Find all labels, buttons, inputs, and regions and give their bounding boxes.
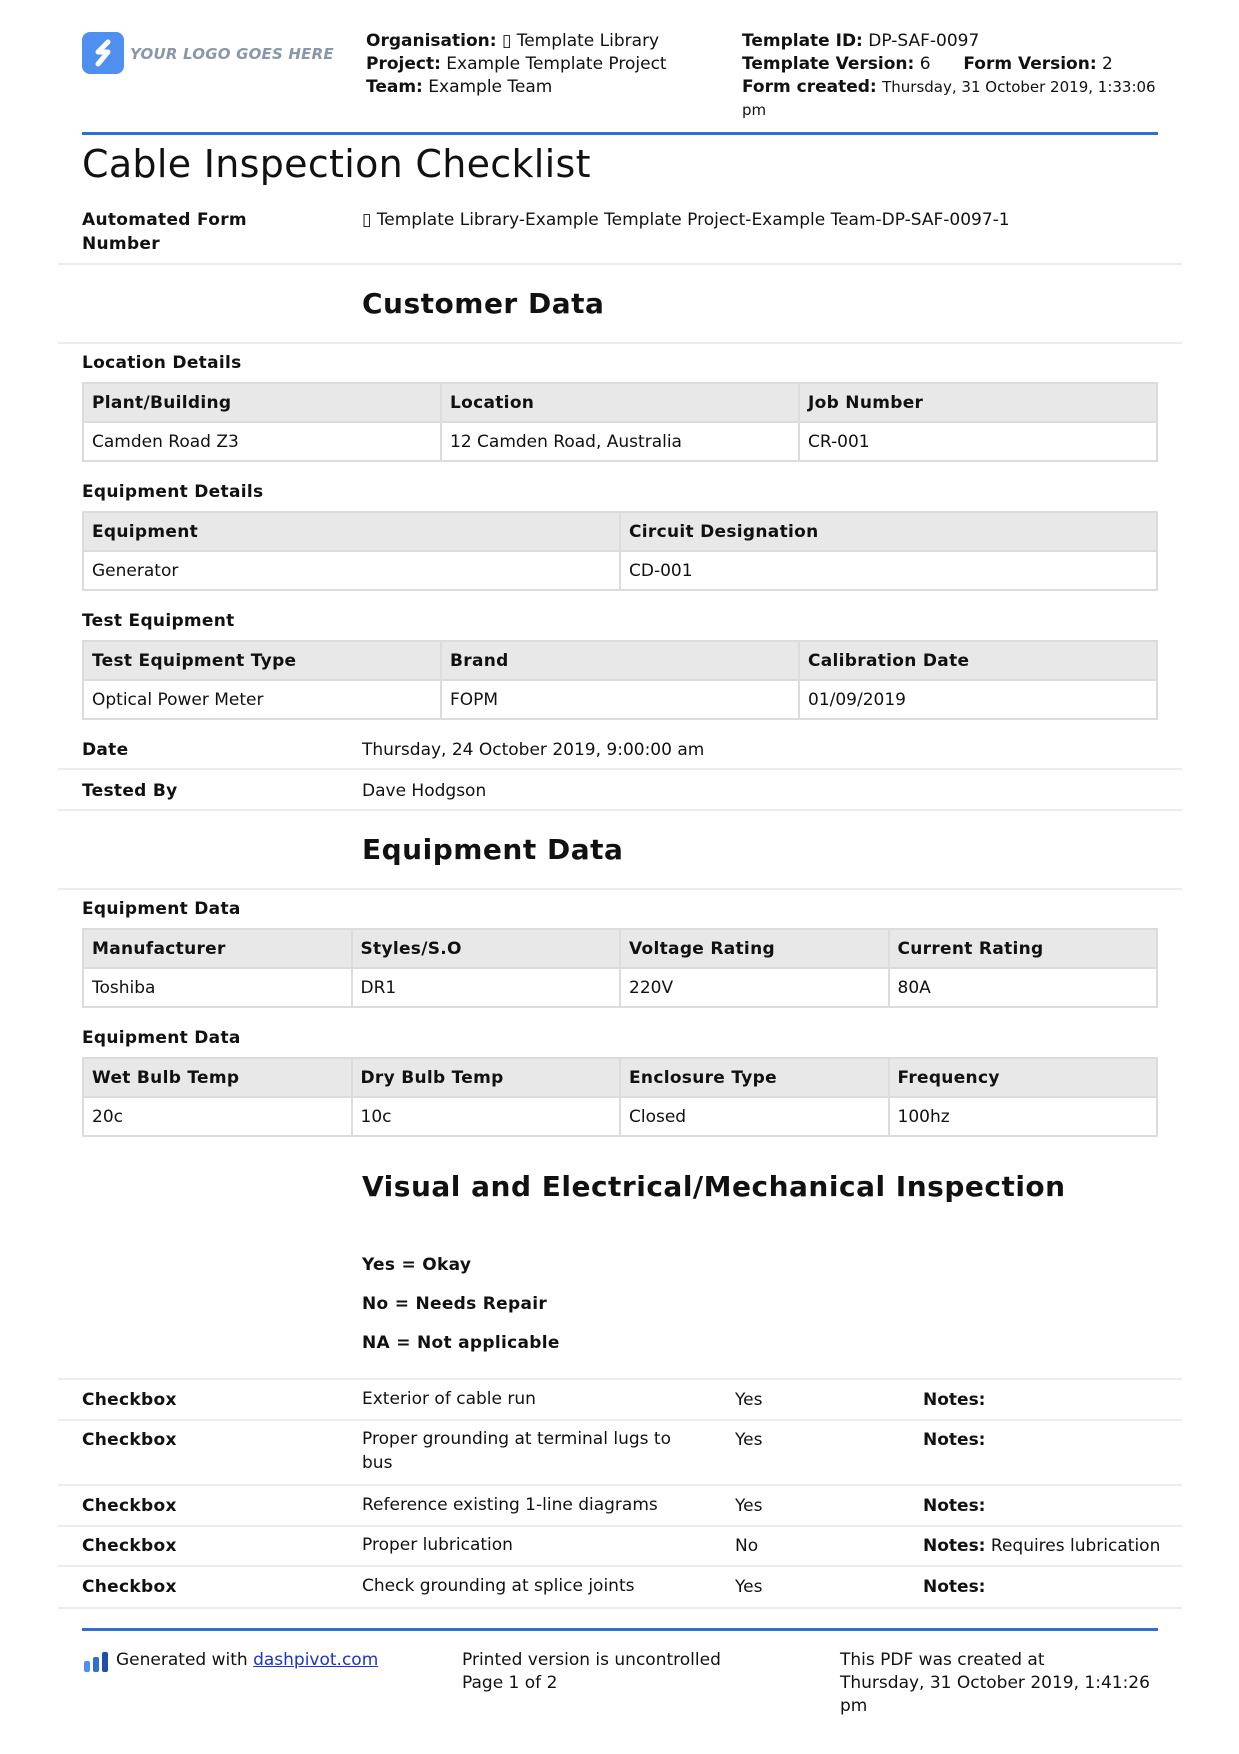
row-result: Yes: [735, 1496, 763, 1516]
table-cell: 12 Camden Road, Australia: [441, 422, 799, 461]
generated-prefix: Generated with: [116, 1650, 248, 1670]
form-created-value: Thursday, 31 October 2019, 1:33:06: [882, 78, 1156, 96]
equipment-data-table-2: [82, 1057, 1158, 1137]
column-header: Current Rating: [889, 929, 1158, 968]
equipment-details-label: Equipment Details: [82, 482, 264, 502]
divider: [58, 768, 1182, 770]
row-type: Checkbox: [82, 1536, 177, 1556]
logo-text: YOUR LOGO GOES HERE: [130, 45, 334, 63]
table-cell: CD-001: [620, 551, 1157, 590]
divider: [58, 1565, 1182, 1567]
divider: [58, 342, 1182, 344]
column-header: Frequency: [889, 1058, 1158, 1097]
table-cell: Toshiba: [83, 968, 352, 1007]
row-result: Yes: [735, 1430, 763, 1450]
notes-value: Requires lubrication: [990, 1536, 1161, 1556]
equipment-data-label: Equipment Data: [82, 899, 241, 919]
column-header: Dry Bulb Temp: [352, 1058, 621, 1097]
test-equipment-label: Test Equipment: [82, 611, 235, 631]
form-created-value-cont: pm: [742, 101, 767, 119]
column-header: Circuit Designation: [620, 512, 1157, 551]
notes-label: Notes:: [923, 1390, 986, 1410]
divider: [58, 263, 1182, 265]
template-id-line: [742, 30, 1156, 53]
row-type: Checkbox: [82, 1430, 177, 1450]
notes-label: Notes:: [923, 1577, 986, 1597]
table-row: [83, 1097, 1157, 1136]
team-label: Team:: [366, 77, 423, 97]
table-header-row: [83, 1058, 1157, 1097]
table-row: [83, 551, 1157, 590]
page-title: Cable Inspection Checklist: [82, 142, 591, 186]
pdf-created-line3: pm: [840, 1696, 868, 1716]
bar-chart-icon: [84, 1652, 110, 1672]
team-line: [366, 76, 667, 99]
table-cell: DR1: [352, 968, 621, 1007]
table-row: [83, 968, 1157, 1007]
column-header: Calibration Date: [799, 641, 1157, 680]
row-item: Proper lubrication: [362, 1535, 513, 1555]
column-header: Enclosure Type: [620, 1058, 889, 1097]
row-result: Yes: [735, 1577, 763, 1597]
table-cell: 10c: [352, 1097, 621, 1136]
column-header: Brand: [441, 641, 799, 680]
table-header-row: [83, 512, 1157, 551]
uncontrolled-note: Printed version is uncontrolled: [462, 1650, 721, 1670]
tested-by-label: Tested By: [82, 781, 178, 801]
row-notes: [923, 1577, 985, 1597]
row-notes: [923, 1430, 985, 1450]
header-divider: [82, 132, 1158, 135]
organisation-label: Organisation:: [366, 31, 497, 51]
dashpivot-link[interactable]: dashpivot.com: [253, 1650, 379, 1670]
equipment-data-label: Equipment Data: [82, 1028, 241, 1048]
row-notes: [923, 1390, 985, 1410]
legend-yes: Yes = Okay: [362, 1255, 472, 1275]
table-cell: 220V: [620, 968, 889, 1007]
notes-label: Notes:: [923, 1496, 986, 1516]
date-value: Thursday, 24 October 2019, 9:00:00 am: [362, 740, 705, 760]
test-equipment-table: [82, 640, 1158, 720]
project-label: Project:: [366, 54, 441, 74]
divider: [58, 1484, 1182, 1486]
section-heading-equipment-data: Equipment Data: [362, 833, 624, 866]
divider: [58, 1525, 1182, 1527]
table-cell: Optical Power Meter: [83, 680, 441, 719]
form-created-label: Form created:: [742, 77, 877, 97]
form-number-label-line2: Number: [82, 234, 160, 254]
table-header-row: [83, 641, 1157, 680]
footer-right: [840, 1649, 1150, 1718]
notes-label: Notes:: [923, 1430, 986, 1450]
form-version-value: 2: [1102, 54, 1113, 74]
row-result: Yes: [735, 1390, 763, 1410]
table-cell: 01/09/2019: [799, 680, 1157, 719]
logo-s-icon: [82, 32, 124, 74]
pdf-created-line1: This PDF was created at: [840, 1650, 1045, 1670]
project-line: [366, 53, 667, 76]
footer-center: [462, 1649, 721, 1695]
header-org-block: [366, 30, 667, 99]
column-header: Test Equipment Type: [83, 641, 441, 680]
row-result: No: [735, 1536, 759, 1556]
table-row: [83, 422, 1157, 461]
divider: [58, 1378, 1182, 1380]
equipment-data-table-1: [82, 928, 1158, 1008]
section-heading-customer-data: Customer Data: [362, 287, 605, 320]
form-number-label-line1: Automated Form: [82, 210, 247, 230]
column-header: Manufacturer: [83, 929, 352, 968]
project-value: Example Template Project: [446, 54, 667, 74]
location-details-table: [82, 382, 1158, 462]
tested-by-value: Dave Hodgson: [362, 781, 487, 801]
location-details-label: Location Details: [82, 353, 242, 373]
divider: [58, 888, 1182, 890]
column-header: Styles/S.O: [352, 929, 621, 968]
generated-with: [116, 1649, 378, 1672]
table-row: [83, 680, 1157, 719]
section-heading-inspection: Visual and Electrical/Mechanical Inspection: [362, 1170, 1066, 1203]
column-header: Plant/Building: [83, 383, 441, 422]
template-version-value: 6: [919, 54, 931, 74]
row-item: Exterior of cable run: [362, 1389, 536, 1409]
form-created-line: [742, 76, 1156, 99]
organisation-line: [366, 30, 667, 53]
column-header: Voltage Rating: [620, 929, 889, 968]
version-line: [742, 53, 1156, 76]
template-id-label: Template ID:: [742, 31, 863, 51]
column-header: Wet Bulb Temp: [83, 1058, 352, 1097]
column-header: Job Number: [799, 383, 1157, 422]
divider: [58, 809, 1182, 811]
row-type: Checkbox: [82, 1577, 177, 1597]
dashpivot-bars-icon: [84, 1652, 110, 1672]
divider: [58, 1607, 1182, 1609]
form-number-label: [82, 208, 247, 256]
template-version-label: Template Version:: [742, 54, 915, 74]
row-type: Checkbox: [82, 1496, 177, 1516]
table-cell: CR-001: [799, 422, 1157, 461]
table-header-row: [83, 383, 1157, 422]
table-header-row: [83, 929, 1157, 968]
row-type: Checkbox: [82, 1390, 177, 1410]
header-template-block: [742, 30, 1156, 122]
row-notes: [923, 1496, 985, 1516]
team-value: Example Team: [428, 77, 553, 97]
table-cell: Camden Road Z3: [83, 422, 441, 461]
form-version-label: Form Version:: [963, 54, 1097, 74]
table-cell: Generator: [83, 551, 620, 590]
table-cell: FOPM: [441, 680, 799, 719]
notes-label: Notes:: [923, 1536, 986, 1556]
row-notes: [923, 1536, 1160, 1556]
divider: [58, 1419, 1182, 1421]
row-item: Reference existing 1-line diagrams: [362, 1495, 658, 1515]
page-number: Page 1 of 2: [462, 1673, 558, 1693]
footer-divider: [82, 1628, 1158, 1631]
logo-icon: [82, 32, 124, 74]
table-cell: 20c: [83, 1097, 352, 1136]
template-id-value: DP-SAF-0097: [868, 31, 980, 51]
table-cell: Closed: [620, 1097, 889, 1136]
legend-no: No = Needs Repair: [362, 1294, 548, 1314]
legend-na: NA = Not applicable: [362, 1333, 560, 1353]
pdf-created-line2: Thursday, 31 October 2019, 1:41:26: [840, 1673, 1150, 1693]
organisation-value: ▯ Template Library: [501, 31, 660, 51]
form-number-value: ▯ Template Library-Example Template Project-Example Team-DP-SAF-0097-1: [362, 210, 1010, 230]
row-item: Proper grounding at terminal lugs to bus: [362, 1429, 671, 1473]
row-item: Check grounding at splice joints: [362, 1576, 635, 1596]
table-cell: 80A: [889, 968, 1158, 1007]
table-cell: 100hz: [889, 1097, 1158, 1136]
column-header: Equipment: [83, 512, 620, 551]
column-header: Location: [441, 383, 799, 422]
date-label: Date: [82, 740, 129, 760]
equipment-details-table: [82, 511, 1158, 591]
